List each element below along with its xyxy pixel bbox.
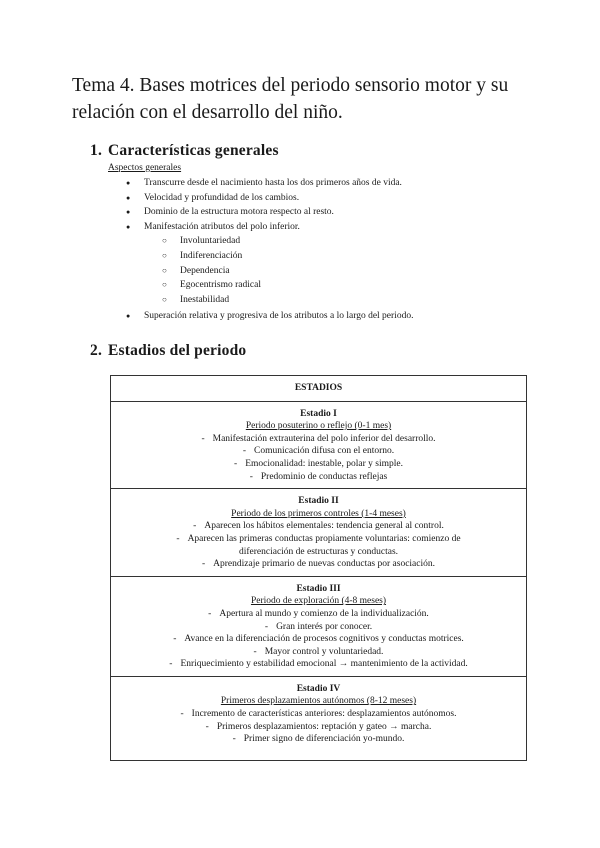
stage-item: - Apertura al mundo y comienzo de la individualización. <box>208 608 429 619</box>
stage-cell <box>111 401 527 489</box>
stage-name: Estadio I <box>300 408 337 419</box>
section-1-sublabel: Aspectos generales <box>108 163 182 173</box>
sublist-item: ○ Dependencia <box>144 264 528 279</box>
list-item-text: Manifestación atributos del polo inferior. <box>144 221 300 232</box>
stage-row <box>111 576 527 676</box>
sublist-item: ○ Inestabilidad <box>144 293 528 308</box>
stage-item: - Aprendizaje primario de nuevas conductas por asociación. <box>201 559 436 570</box>
stages-table <box>110 375 527 761</box>
stage-period: Periodo de los primeros controles (1-4 meses) <box>231 508 406 519</box>
list-item: ● Dominio de la estructura motora respecto al resto. <box>108 205 528 220</box>
sublist-item: ○ Involuntariedad <box>144 234 528 249</box>
stage-item: - Incremento de características anteriores: desplazamientos autónomos. <box>180 709 457 720</box>
stage-item: - Primeros desplazamientos: reptación y gateo → marcha. <box>205 721 432 732</box>
list-item: ● Velocidad y profundidad de los cambios. <box>108 191 528 206</box>
stage-cell <box>111 576 527 676</box>
stage-period: Primeros desplazamientos autónomos (8-12 meses) <box>220 696 417 707</box>
list-item: ● Superación relativa y progresiva de los atributos a lo largo del periodo. <box>108 309 528 324</box>
section-2-title: Estadios del periodo <box>108 342 247 359</box>
stage-item: - Gran interés por conocer. <box>264 621 373 632</box>
stage-cell <box>111 676 527 760</box>
general-aspects-list <box>108 176 528 324</box>
stage-item: - Aparecen los hábitos elementales: tendencia general al control. <box>193 521 444 532</box>
section-2-number: 2. <box>90 342 103 359</box>
stage-item: - Primer signo de diferenciación yo-mundo. <box>232 734 405 745</box>
stage-item: - Aparecen las primeras conductas propiamente voluntarias: comienzo de diferenciación de estructuras y conductas. <box>176 533 461 557</box>
page-title: Tema 4. Bases motrices del periodo sensorio motor y su relación con el desarrollo del niño. <box>72 75 509 123</box>
table-header: ESTADIOS <box>111 376 527 402</box>
stage-row <box>111 676 527 760</box>
stage-name: Estadio II <box>298 496 339 507</box>
section-1-title: Características generales <box>108 142 279 159</box>
list-item: ● Transcurre desde el nacimiento hasta los dos primeros años de vida. <box>108 176 528 191</box>
stage-item: - Enriquecimiento y estabilidad emocional → mantenimiento de la actividad. <box>169 659 468 670</box>
stage-period: Periodo de exploración (4-8 meses) <box>250 596 387 607</box>
sublist-item: ○ Indiferenciación <box>144 249 528 264</box>
sublist-item: ○ Egocentrismo radical <box>144 278 528 293</box>
stage-item: - Avance en la diferenciación de procesos cognitivos y conductas motrices. <box>173 634 464 645</box>
section-1-heading <box>90 142 279 160</box>
stage-cell <box>111 489 527 577</box>
stage-item: - Manifestación extrauterina del polo inferior del desarrollo. <box>201 433 436 444</box>
attributes-sublist <box>144 234 528 307</box>
stage-item: - Emocionalidad: inestable, polar y simple. <box>234 458 403 469</box>
stage-period: Periodo posuterino o reflejo (0-1 mes) <box>245 421 392 432</box>
stage-name: Estadio III <box>296 583 341 594</box>
stage-item: - Predominio de conductas reflejas <box>249 471 388 482</box>
list-item <box>108 220 528 308</box>
stage-item: - Comunicación difusa con el entorno. <box>242 446 395 457</box>
section-2-heading <box>90 342 246 360</box>
stage-name: Estadio IV <box>296 683 341 694</box>
section-1-number: 1. <box>90 142 103 159</box>
stage-row <box>111 489 527 577</box>
stage-row <box>111 401 527 489</box>
stage-item: - Mayor control y voluntariedad. <box>253 646 384 657</box>
